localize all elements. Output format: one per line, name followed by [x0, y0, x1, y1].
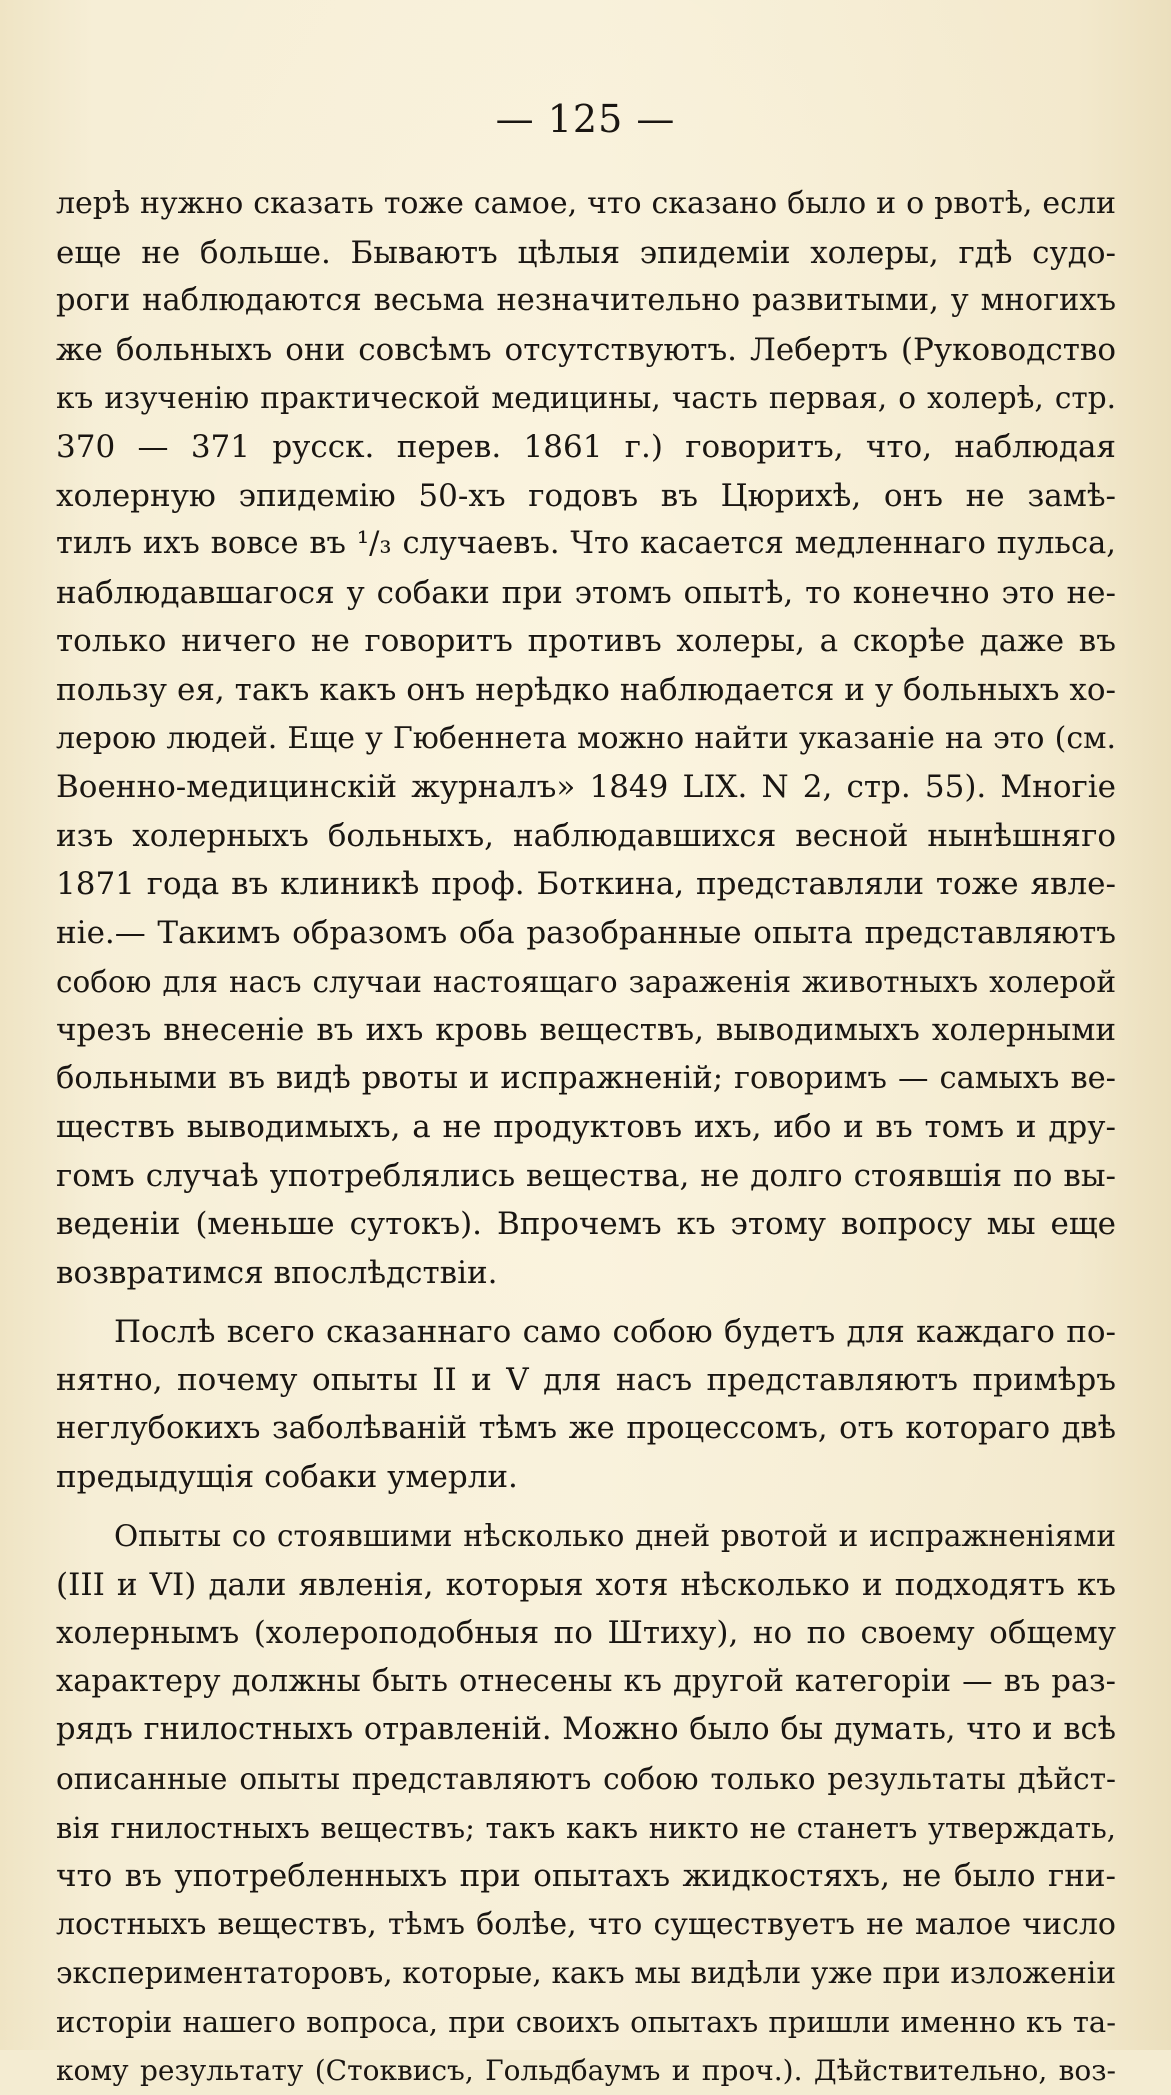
text-line: исторіи нашего вопроса, при своихъ опытахъ пришли именно къ та-	[56, 2004, 1116, 2039]
text-line: неглубокихъ заболѣваній тѣмъ же процессомъ, отъ котораго двѣ	[56, 1410, 1116, 1446]
text-line: лерѣ нужно сказать тоже самое, что сказано было и о рвотѣ, если	[56, 186, 1116, 221]
text-line: Послѣ всего сказаннаго само собою будетъ для каждаго по-	[114, 1313, 1116, 1350]
text-line: холерную эпидемію 50-хъ годовъ въ Цюрихѣ, онъ не замѣ-	[56, 477, 1116, 514]
body-text	[56, 180, 1116, 2095]
text-line: предыдущія собаки умерли.	[56, 1459, 518, 1496]
text-line: описанные опыты представляютъ собою только результаты дѣйст-	[56, 1762, 1116, 1796]
text-line: Военно-медицинскій журналъ» 1849 LIX. N 2, стр. 55). Многіе	[56, 769, 1116, 806]
text-line: рядъ гнилостныхъ отравленій. Можно было бы думать, что и всѣ	[56, 1712, 1116, 1748]
text-line: веденіи (меньше сутокъ). Впрочемъ къ этому вопросу мы еще	[56, 1206, 1116, 1243]
text-line: собою для насъ случаи настоящаго зараженія животныхъ холерой	[56, 964, 1116, 999]
text-line: ществъ выводимыхъ, а не продуктовъ ихъ, ибо и въ томъ и дру-	[56, 1109, 1116, 1146]
paragraph-1	[56, 180, 1116, 1298]
text-line: лостныхъ веществъ, тѣмъ болѣе, что существуетъ не малое число	[56, 1906, 1116, 1942]
text-line: ніе.— Такимъ образомъ оба разобранные опыта представляютъ	[56, 914, 1116, 951]
text-line: холернымъ (холероподобныя по Штиху), но по своему общему	[56, 1615, 1116, 1652]
text-line: что въ употребленныхъ при опытахъ жидкостяхъ, не было гни-	[56, 1858, 1116, 1895]
text-line: еще не больше. Бываютъ цѣлыя эпидеміи холеры, гдѣ судо-	[56, 234, 1116, 271]
text-line: экспериментаторовъ, которые, какъ мы видѣли уже при изложеніи	[56, 1956, 1116, 1991]
text-line: наблюдавшагося у собаки при этомъ опытѣ, то конечно это не-	[56, 574, 1116, 611]
text-line: Опыты со стоявшими нѣсколько дней рвотой и испражненіями	[114, 1519, 1116, 1554]
text-line: кому результату (Стоквисъ, Гольдбаумъ и проч.). Дѣйствительно, воз-	[56, 2053, 1116, 2087]
text-line: тилъ ихъ вовсе въ ¹/₃ случаевъ. Что касается медленнаго пульса,	[56, 526, 1116, 562]
text-line: лерою людей. Еще у Гюбеннета можно найти указаніе на это (см.	[56, 720, 1116, 756]
text-line: только ничего не говоритъ противъ холеры, а скорѣе даже въ	[56, 623, 1116, 660]
text-line: же больныхъ они совсѣмъ отсутствуютъ. Лебертъ (Руководство	[56, 331, 1116, 368]
text-line: нятно, почему опыты II и V для насъ представляютъ примѣръ	[56, 1362, 1116, 1399]
text-line: чрезъ внесеніе въ ихъ кровь веществъ, выводимыхъ холерными	[56, 1012, 1116, 1049]
text-line: больными въ видѣ рвоты и испражненій; говоримъ — самыхъ ве-	[56, 1060, 1116, 1096]
text-line: характеру должны быть отнесены къ другой категоріи — въ раз-	[56, 1663, 1116, 1699]
text-line: пользу ея, такъ какъ онъ нерѣдко наблюдается и у больныхъ хо-	[56, 671, 1116, 708]
text-line: изъ холерныхъ больныхъ, наблюдавшихся весной нынѣшняго	[56, 817, 1116, 854]
text-line: вія гнилостныхъ веществъ; такъ какъ никто не станетъ утверждать,	[56, 1810, 1116, 1845]
text-line: возвратимся впослѣдствіи.	[56, 1255, 498, 1292]
text-line: (III и VI) дали явленія, которыя хотя нѣсколько и подходятъ къ	[56, 1566, 1116, 1603]
page-number: — 125 —	[495, 97, 676, 141]
paragraph-3	[56, 1512, 1116, 2095]
text-line: 1871 года въ клиникѣ проф. Боткина, представляли тоже явле-	[56, 866, 1116, 903]
paragraph-2	[56, 1308, 1116, 1502]
text-line: къ изученію практической медицины, часть первая, о холерѣ, стр.	[56, 381, 1116, 416]
text-line: гомъ случаѣ употреблялись вещества, не долго стоявшія по вы-	[56, 1157, 1116, 1194]
text-line: 370 — 371 русск. перев. 1861 г.) говоритъ, что, наблюдая	[56, 428, 1116, 465]
text-line: роги наблюдаются весьма незначительно развитыми, у многихъ	[56, 283, 1116, 319]
